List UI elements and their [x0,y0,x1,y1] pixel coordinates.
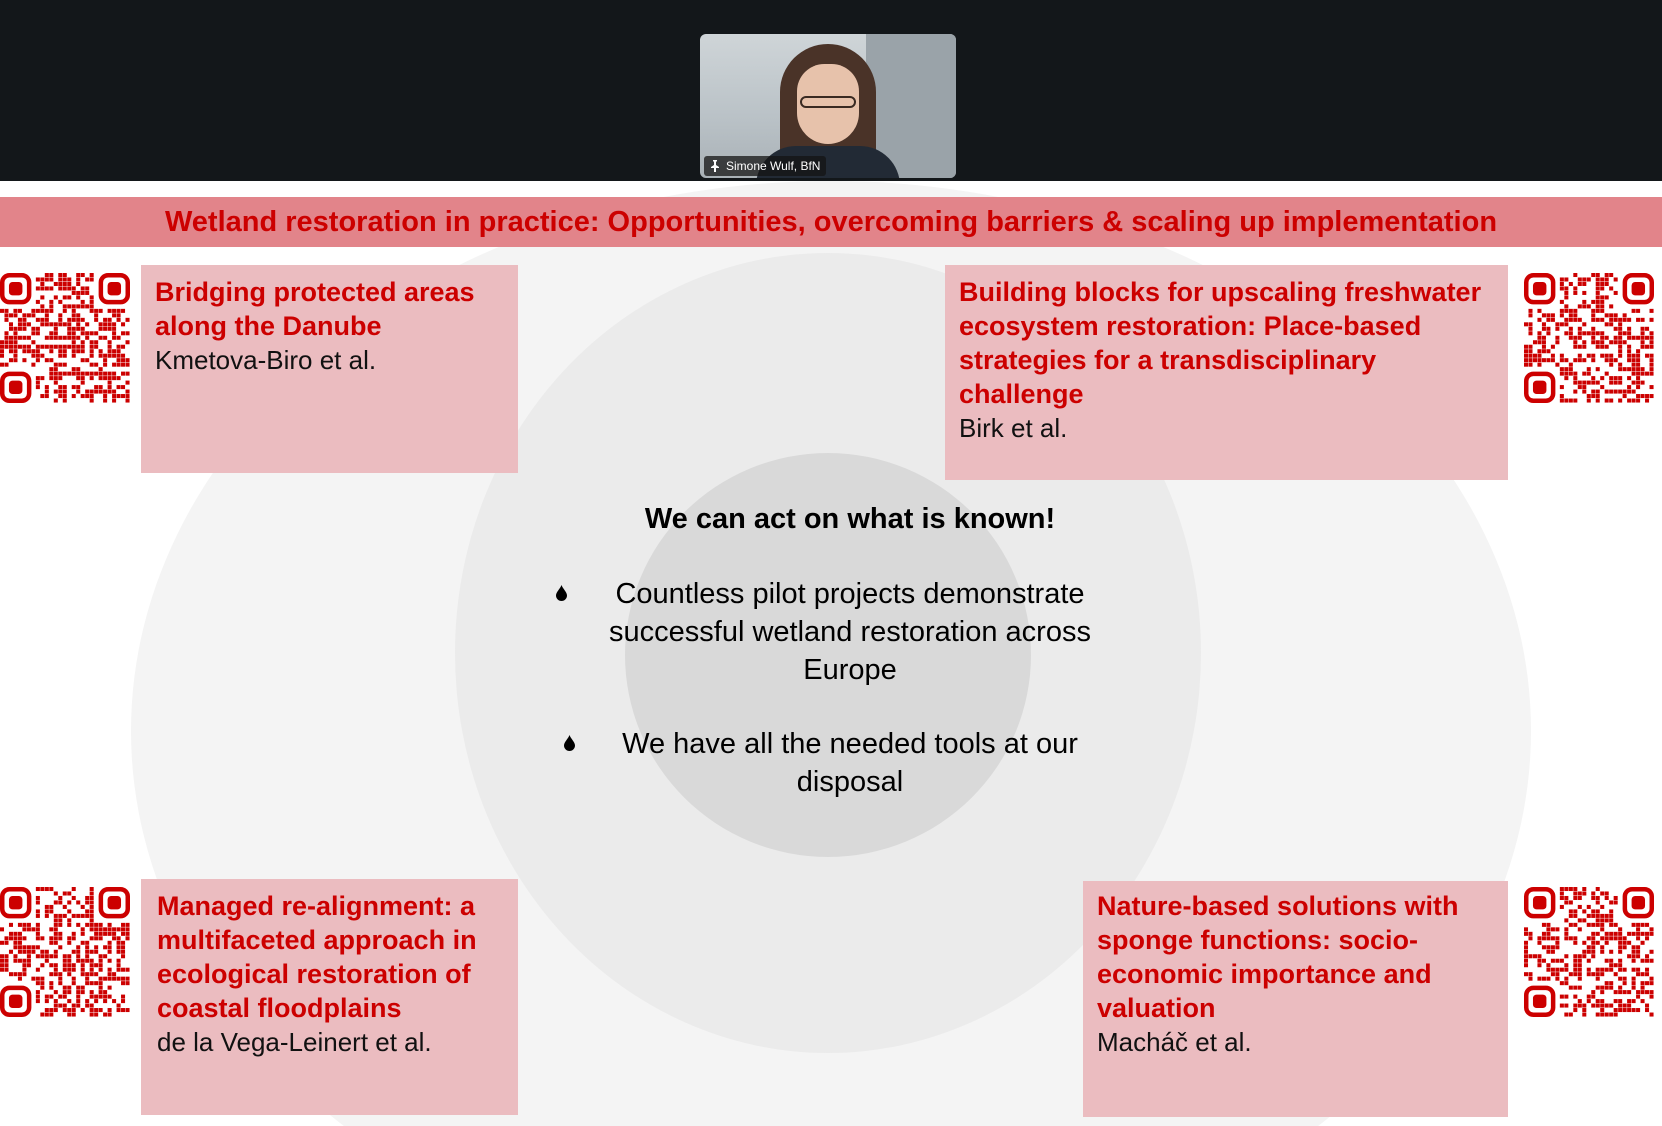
card-title: Building blocks for upscaling freshwater ecosystem restoration: Place-based strategies for a transdisciplinary challenge [959,277,1482,409]
card-managed-realignment [141,879,518,1115]
card-danube [141,265,518,473]
slide-title: Wetland restoration in practice: Opportunities, overcoming barriers & scaling up implementation [0,197,1662,247]
participant-video-tile[interactable] [700,34,956,178]
card-title: Nature-based solutions with sponge functions: socio-economic importance and valuation [1097,891,1459,1023]
pin-icon[interactable] [710,160,720,172]
water-drop-icon [556,585,567,601]
card-title: Managed re-alignment: a multifaceted approach in ecological restoration of coastal floodplains [157,891,477,1023]
bullet-item [540,575,1160,689]
bullet-text: Countless pilot projects demonstrate successful wetland restoration across Europe [609,578,1091,686]
qr-code-top-right [1524,273,1654,403]
card-title: Bridging protected areas along the Danube [155,277,475,341]
center-message [540,501,1160,837]
card-authors: Kmetova-Biro et al. [155,345,377,375]
card-sponge-functions [1083,881,1508,1117]
center-headline: We can act on what is known! [644,503,1056,535]
presentation-slide [0,181,1662,1126]
card-freshwater [945,265,1508,480]
participant-name: Simone Wulf, BfN [726,159,821,173]
bullet-item [540,725,1160,801]
qr-code-top-left [0,273,130,403]
participant-glasses [800,96,856,108]
qr-code-bottom-right [1524,887,1654,1017]
card-authors: de la Vega-Leinert et al. [157,1027,432,1057]
water-drop-icon [564,735,575,751]
card-authors: Macháč et al. [1097,1027,1252,1057]
participant-name-tag [704,156,826,176]
bullet-text: We have all the needed tools at our disposal [622,728,1078,798]
qr-code-bottom-left [0,887,130,1017]
card-authors: Birk et al. [959,413,1068,443]
meeting-top-bar [0,0,1662,181]
